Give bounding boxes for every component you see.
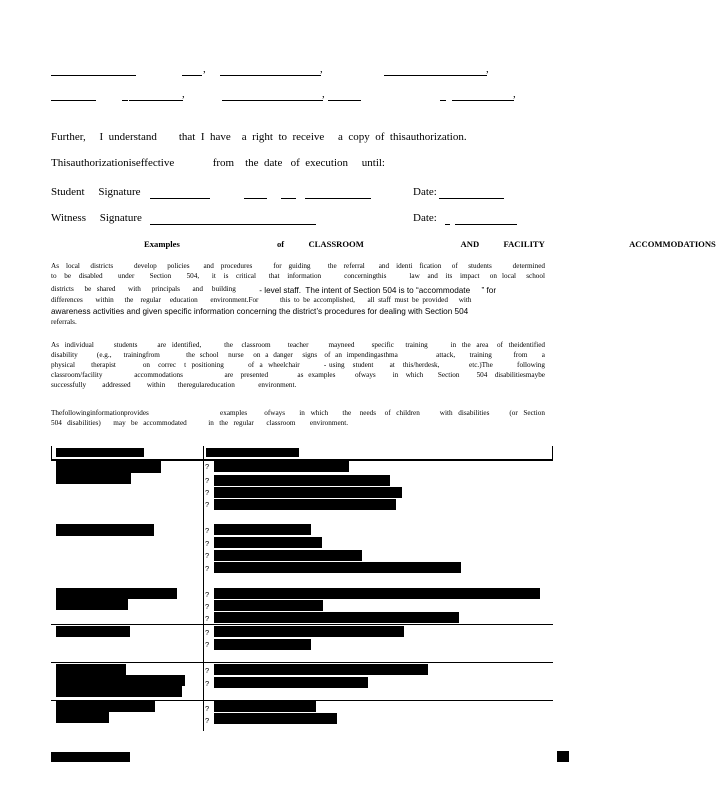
bullet: ? [205,500,210,509]
student-date-field[interactable] [439,198,504,199]
accommodation-redacted [214,537,322,548]
category-redacted [56,524,154,536]
table-left-border [51,446,52,461]
column-header-redacted [206,448,299,457]
blank-line[interactable] [384,75,487,76]
category-redacted [56,626,130,637]
accommodation-redacted [214,639,311,650]
witness-date-label: Date: [413,212,437,224]
accommodation-redacted [214,600,323,611]
blank-line[interactable] [182,75,202,76]
table-right-border [552,446,553,461]
accommodation-redacted [214,487,402,498]
accommodation-redacted [214,713,337,724]
bullet: ? [205,564,210,573]
blank-line[interactable] [122,100,128,101]
student-signature-field[interactable] [150,198,210,199]
accommodation-redacted [214,588,540,599]
student-date-label: Date: [413,186,437,198]
accommodation-redacted [214,612,459,623]
bullet: ? [205,462,210,471]
student-signature-field[interactable] [281,198,296,199]
consent-line-2: Thisauthorizationiseffective from the date of execution until: [51,157,385,169]
category-redacted [56,461,161,473]
witness-signature-label: Witness Signature [51,212,142,224]
bullet: ? [205,602,210,611]
accommodation-redacted [214,524,311,535]
bullet: ? [205,476,210,485]
accommodation-redacted [214,701,316,712]
blank-line[interactable] [452,100,514,101]
page-number-redacted [557,751,569,762]
accommodation-redacted [214,461,349,472]
paragraph-line: disability (e.g., trainingfrom the school nurse on a danger signs of an impendingasthma attack, training from a [51,351,545,359]
paragraph-line: classroom/facility accommodations are presented as examples ofways in which Section 504 disabilitiesmaybe [51,371,545,379]
blank-line[interactable] [51,75,136,76]
blank-line[interactable] [220,75,321,76]
comma-mark: , [320,63,323,75]
table-divider [203,446,204,461]
blank-line[interactable] [222,100,323,101]
bullet: ? [205,526,210,535]
paragraph-line: physical therapist on correc t positioning of a wheelchair - using student at this/herdesk, etc.)The following [51,361,545,369]
bullet: ? [205,488,210,497]
bullet: ? [205,614,210,623]
student-signature-label: Student Signature [51,186,141,198]
category-redacted [56,599,128,610]
accommodation-redacted [214,677,368,688]
paragraph-3 [51,409,545,429]
category-redacted [56,701,155,712]
paragraph-emphasis: - level staff. The intent of Section 504 is to “accommodate ” for [257,286,497,295]
student-signature-field[interactable] [244,198,267,199]
paragraph-line: successfully addressed within theregulareducation environment. [51,381,297,389]
category-redacted [56,712,109,723]
bullet: ? [205,679,210,688]
blank-line[interactable] [440,100,446,101]
paragraph-line: As local districts develop policies and procedures for guiding the referral and identi fication of students determined [51,262,545,270]
paragraph-1 [51,262,545,282]
blank-line[interactable] [328,100,361,101]
paragraph-line: to be disabled under Section 504, it is critical that information concerningthis law and its impact on local school [51,272,545,280]
comma-mark: , [513,88,516,100]
paragraph-line: As individual students are identified, the classroom teacher mayneed specific training in the area of theidentified [51,341,545,349]
paragraph-line: districts be shared with principals and building [51,285,236,293]
accommodation-redacted [214,664,428,675]
consent-line-1: Further, I understand that I have a right to receive a copy of thisauthorization. [51,131,467,143]
accommodation-redacted [214,562,461,573]
blank-line[interactable] [129,100,183,101]
witness-date-field[interactable] [455,224,517,225]
category-redacted [56,664,126,675]
bullet: ? [205,666,210,675]
comma-mark: , [322,88,325,100]
comma-mark: , [203,63,206,75]
witness-signature-field[interactable] [150,224,316,225]
row-separator [51,624,553,625]
comma-mark: , [486,63,489,75]
category-redacted [56,588,177,599]
accommodation-redacted [214,626,404,637]
accommodation-redacted [214,499,396,510]
accommodation-redacted [214,550,362,561]
paragraph-line: differences within the regular education environment.For this to be accomplished, all staff must be provided with [51,296,472,304]
category-redacted [56,686,182,697]
bullet: ? [205,551,210,560]
row-separator [51,662,553,663]
comma-mark: , [182,88,185,100]
column-header-redacted [56,448,144,457]
category-redacted [56,675,185,686]
paragraph-line: referrals. [51,318,77,326]
accommodation-redacted [214,475,390,486]
bullet: ? [205,716,210,725]
paragraph-line: 504 disabilities) may be accommodated in the regular classroom environment. [51,419,349,427]
bullet: ? [205,590,210,599]
bullet: ? [205,640,210,649]
witness-date-field[interactable] [445,224,450,225]
paragraph-emphasis: awareness activities and given specific information concerning the district’s procedures for dealing with Section 504 [51,307,469,316]
bullet: ? [205,628,210,637]
bullet: ? [205,704,210,713]
section-title: Examples of CLASSROOM AND FACILITY ACCOMMODATIONS [144,239,716,249]
bullet: ? [205,539,210,548]
paragraph-2 [51,341,545,391]
table-divider [203,461,204,731]
blank-line[interactable] [51,100,96,101]
footer-redacted [51,752,130,762]
category-redacted [56,473,131,484]
student-signature-field[interactable] [305,198,371,199]
paragraph-line: Thefollowinginformationprovides examples ofways in which the needs of children with disabilities (or Section [51,409,545,417]
